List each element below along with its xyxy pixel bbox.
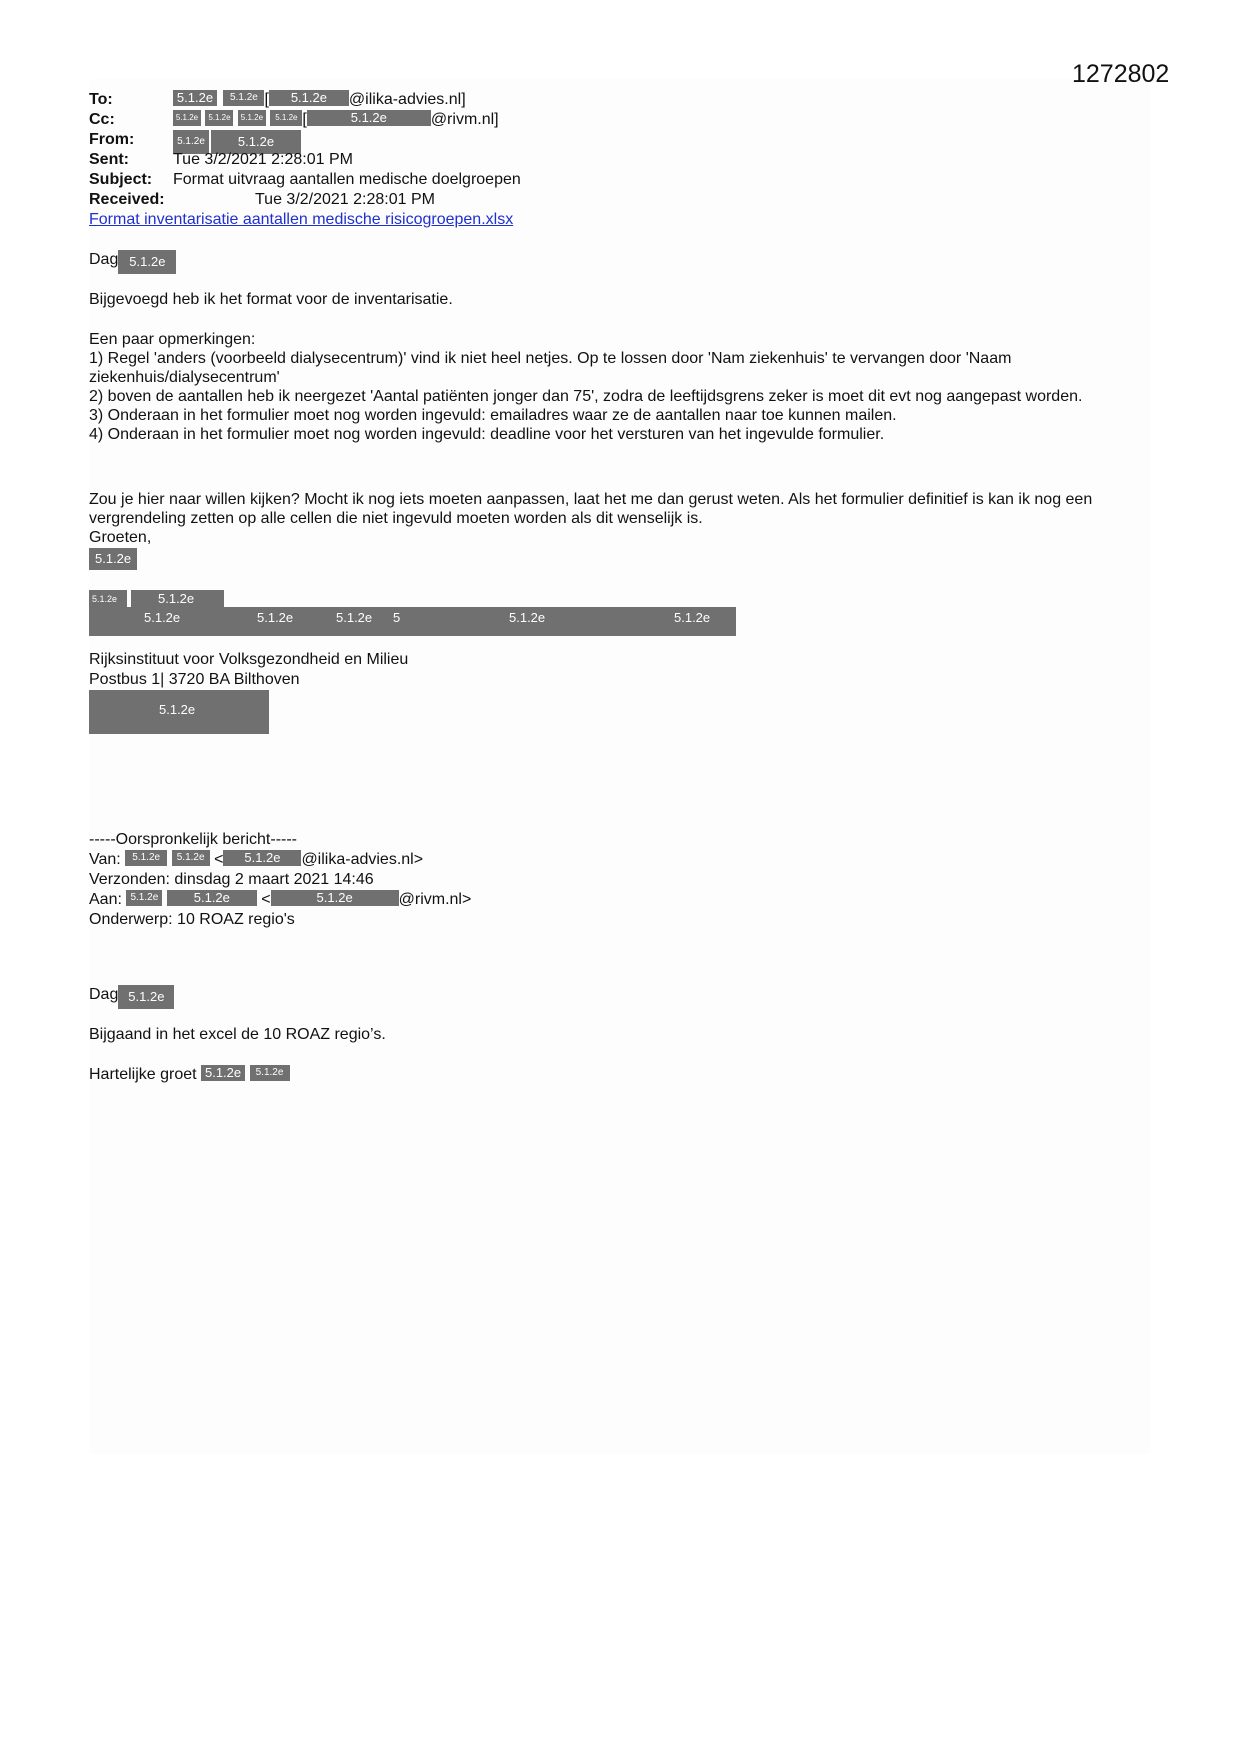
subject-label: Subject: (89, 171, 153, 188)
attachment-link[interactable]: Format inventarisatie aantallen medische risicogroepen.xlsx (89, 211, 514, 228)
redaction-box: 5.1.2e (205, 110, 233, 126)
original-verzonden: Verzonden: dinsdag 2 maart 2021 14:46 (89, 871, 374, 888)
remarks-intro: Een paar opmerkingen: (89, 331, 256, 348)
original-closing-row (89, 1065, 290, 1085)
greeting-row (89, 250, 176, 270)
lt-sign: < (261, 891, 271, 908)
cc-bracket: [ (302, 111, 307, 128)
received-value: Tue 3/2/2021 2:28:01 PM (255, 191, 435, 208)
aan-domain: @rivm.nl> (398, 891, 472, 908)
redaction-box: 5.1.2e (269, 90, 349, 106)
cc-domain: @rivm.nl] (430, 111, 499, 128)
subject-value: Format uitvraag aantallen medische doelgroepen (173, 171, 521, 188)
to-label: To: (89, 91, 113, 108)
closing-question: Zou je hier naar willen kijken? Mocht ik nog iets moeten aanpassen, laat het me dan gerust weten. Als het formulier definitief is kan ik nog een vergrendeling zetten op alle cellen die niet ingevuld moeten worden als dit wenselijk is. (89, 491, 1093, 527)
redaction-box: 5.1.2e (125, 850, 167, 866)
original-greeting: Dag (89, 986, 119, 1003)
redaction-box: 5.1.2e (271, 890, 399, 906)
body-paragraph-1: Bijgevoegd heb ik het format voor de inventarisatie. (89, 291, 453, 308)
redaction-box: 5.1.2e (173, 110, 201, 126)
redaction-box: 5.1.2e (211, 130, 301, 154)
org-line-2: Postbus 1| 3720 BA Bilthoven (89, 671, 300, 688)
original-text: Bijgaand in het excel de 10 ROAZ regio’s. (89, 1026, 386, 1043)
to-bracket: [ (264, 91, 269, 108)
sent-label: Sent: (89, 151, 129, 168)
redaction-box: 5.1.2e (173, 90, 217, 106)
remark-item: 3) Onderaan in het formulier moet nog worden ingevuld: emailadres waar ze de aantallen naar toe kunnen mailen. (89, 407, 897, 424)
redaction-box: 5.1.2e (126, 890, 162, 906)
page-canvas (89, 79, 1151, 1454)
remarks-block (89, 330, 1151, 444)
redaction-box: 5.1.2e (131, 590, 224, 607)
redaction-box: 5.1.2e (118, 985, 174, 1009)
redaction-box: 5.1.2e (201, 1065, 245, 1081)
cc-label: Cc: (89, 111, 115, 128)
lt-sign: < (214, 851, 224, 868)
redaction-box: 5.1.2e (89, 590, 127, 607)
aan-label: Aan: (89, 891, 122, 908)
remark-item: 2) boven de aantallen heb ik neergezet 'Aantal patiënten jonger dan 75', zodra de leeftijdsgrens zeker is moet dit evt nog aangepast worden. (89, 388, 1083, 405)
redaction-box: 5.1.2e (223, 850, 301, 866)
attachment-row (89, 210, 513, 230)
greeting-text: Dag (89, 251, 119, 268)
redaction-box: 5.1.2e (173, 130, 209, 154)
document-number: 1272802 (1072, 60, 1170, 88)
redaction-box: 5.1.2e (118, 250, 176, 274)
van-label: Van: (89, 851, 121, 868)
regards: Groeten, (89, 529, 152, 546)
original-separator: -----Oorspronkelijk bericht----- (89, 831, 298, 848)
original-greeting-row (89, 985, 174, 1005)
original-closing: Hartelijke groet (89, 1066, 197, 1083)
redaction-box: 5.1.2e (250, 1065, 290, 1081)
logo-redaction: 5.1.2e (89, 690, 269, 734)
remark-item: 4) Onderaan in het formulier moet nog worden ingevuld: deadline voor het versturen van het ingevulde formulier. (89, 426, 885, 443)
sent-value: Tue 3/2/2021 2:28:01 PM (173, 151, 353, 168)
from-label: From: (89, 131, 135, 148)
signature-contact-redaction: 5.1.2e 5.1.2e 5.1.2e 5 5.1.2e 5.1.2e (89, 607, 736, 636)
redaction-box: 5.1.2e (172, 850, 210, 866)
original-onderwerp: Onderwerp: 10 ROAZ regio's (89, 911, 295, 928)
org-line-1: Rijksinstituut voor Volksgezondheid en Milieu (89, 651, 409, 668)
to-domain: @ilika-advies.nl] (348, 91, 466, 108)
original-aan-row (89, 890, 471, 910)
received-label: Received: (89, 191, 165, 208)
redaction-box: 5.1.2e (223, 90, 264, 106)
closing-block (89, 490, 1151, 547)
original-van-row (89, 850, 423, 870)
van-domain: @ilika-advies.nl> (301, 851, 424, 868)
remark-item: 1) Regel 'anders (voorbeeld dialysecentrum)' vind ik niet heel netjes. Op te lossen door 'Nam ziekenhuis' te vervangen door 'Naam ziekenhuis/dialysecentrum' (89, 350, 1012, 386)
redaction-box: 5.1.2e (238, 110, 266, 126)
redaction-box: 5.1.2e (167, 890, 257, 906)
redaction-box: 5.1.2e (307, 110, 431, 126)
signature-name-redaction: 5.1.2e (89, 548, 137, 570)
redaction-box: 5.1.2e (270, 110, 302, 126)
